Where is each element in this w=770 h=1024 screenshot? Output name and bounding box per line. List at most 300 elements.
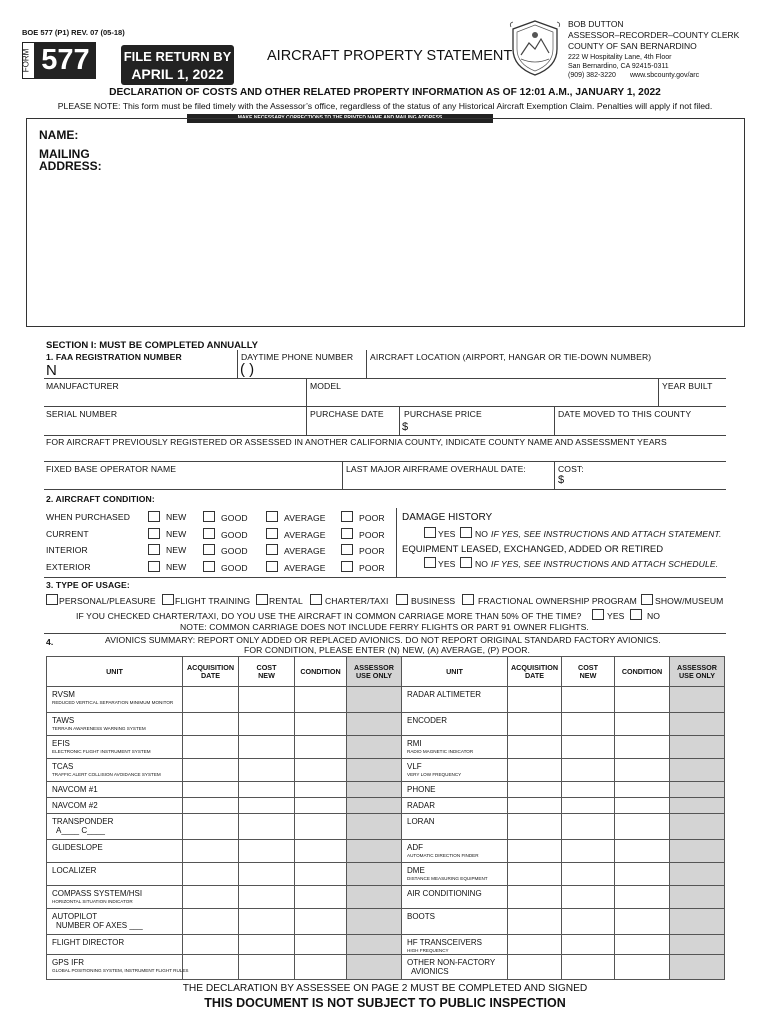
assessor-use-header	[347, 657, 402, 687]
unit-name: EFIS	[52, 739, 70, 748]
acquisition-date-cell[interactable]	[183, 782, 239, 798]
unit-cell-phone	[402, 782, 508, 798]
acquisition-date-cell[interactable]	[183, 687, 239, 713]
rule	[44, 378, 726, 379]
assessor-use-cell	[347, 954, 402, 979]
divider	[342, 461, 343, 489]
form-word-box	[22, 42, 35, 79]
option-poor: POOR	[359, 530, 385, 540]
unit-name: PHONE	[407, 785, 436, 794]
usage-rental-label: RENTAL	[269, 596, 303, 606]
unit-name: BOOTS	[407, 912, 436, 921]
condition-cell[interactable]	[615, 840, 670, 863]
faa-registration-label: 1. FAA REGISTRATION NUMBER	[46, 352, 182, 362]
assessor-city: San Bernardino, CA 92415-0311	[568, 63, 669, 70]
condition-cell[interactable]	[615, 863, 670, 886]
damage-note: IF YES, SEE INSTRUCTIONS AND ATTACH STATEMENT.	[491, 529, 722, 539]
assessor-use-cell	[347, 736, 402, 759]
condition-cell[interactable]	[295, 782, 347, 798]
equipment-no-label: NO	[475, 559, 489, 569]
address-label: ADDRESS:	[39, 159, 102, 173]
cost-new-cell[interactable]	[239, 713, 295, 736]
option-average: AVERAGE	[284, 546, 326, 556]
footer-declaration-note: THE DECLARATION BY ASSESSEE ON PAGE 2 MUST BE COMPLETED AND SIGNED	[182, 983, 588, 994]
cost-new-cell[interactable]	[562, 886, 615, 909]
file-return-box	[121, 45, 234, 85]
purchase-price-dollar[interactable]: $	[402, 421, 409, 433]
assessor-use-cell	[347, 840, 402, 863]
divider	[306, 378, 307, 406]
option-average: AVERAGE	[284, 513, 326, 523]
avionics-row	[47, 782, 725, 798]
avionics-row	[47, 736, 725, 759]
unit-name: NAVCOM #2	[52, 801, 98, 810]
unit-description: GLOBAL POSITIONING SYSTEM, INSTRUMENT FLIGHT RULES	[52, 967, 189, 973]
cost-new-cell[interactable]	[562, 782, 615, 798]
unit-name: COMPASS SYSTEM/HSI	[52, 889, 143, 898]
condition-cell[interactable]	[295, 840, 347, 863]
usage-charter-label: CHARTER/TAXI	[325, 596, 389, 606]
avionics-row	[47, 909, 725, 935]
unit-name: GPS IFR	[52, 957, 85, 967]
purchase-date-label: PURCHASE DATE	[310, 409, 384, 419]
usage-fractional-label: FRACTIONAL OWNERSHIP PROGRAM	[478, 596, 637, 606]
form-revision-code: BOE 577 (P1) REV. 07 (05-18)	[22, 28, 125, 37]
condition-cell[interactable]	[615, 909, 670, 935]
unit-name: RADAR	[407, 801, 436, 810]
condition-cell[interactable]	[615, 886, 670, 909]
interior-new-checkbox[interactable]	[148, 544, 160, 555]
acquisition-date-cell[interactable]	[183, 909, 239, 935]
assessor-phone: (909) 382-3220	[568, 72, 616, 79]
unit-description: RADIO MAGNETIC INDICATOR	[407, 749, 474, 754]
avionics-row	[47, 759, 725, 782]
manufacturer-label: MANUFACTURER	[46, 381, 119, 391]
exterior-poor-checkbox[interactable]	[341, 561, 353, 572]
when-purchased-good-checkbox[interactable]	[203, 511, 215, 522]
damage-no-label: NO	[475, 529, 489, 539]
purchase-price-label: PURCHASE PRICE	[404, 409, 482, 419]
assessor-use-cell	[670, 798, 725, 814]
unit-description: HIGH FREQUENCY	[407, 948, 449, 953]
equipment-no-checkbox[interactable]	[460, 557, 472, 568]
daytime-phone-label: DAYTIME PHONE NUMBER	[241, 352, 354, 362]
damage-yes-label: YES	[438, 529, 456, 539]
cost-new-cell[interactable]	[562, 713, 615, 736]
unit-description: TRAFFIC ALERT COLLISION AVOIDANCE SYSTEM	[52, 772, 161, 777]
assessor-use-cell	[670, 759, 725, 782]
overhaul-date-label: LAST MAJOR AIRFRAME OVERHAUL DATE:	[346, 464, 526, 474]
acquisition-date-cell[interactable]	[508, 814, 562, 840]
cost-new-cell[interactable]	[239, 687, 295, 713]
cost-new-cell[interactable]	[239, 840, 295, 863]
unit-cell-loran	[402, 814, 508, 840]
unit-name: AUTOPILOT	[52, 912, 98, 921]
cost-new-cell[interactable]	[239, 814, 295, 840]
usage-rental-checkbox[interactable]	[256, 594, 268, 605]
assessor-county: COUNTY OF SAN BERNARDINO	[568, 41, 697, 51]
assessor-header-line1: ASSESSOR	[354, 662, 394, 672]
acquisition-date-cell[interactable]	[508, 713, 562, 736]
name-address-box[interactable]	[26, 118, 745, 327]
usage-show-museum-checkbox[interactable]	[641, 594, 653, 605]
unit-name: RMI	[407, 739, 422, 748]
damage-no-checkbox[interactable]	[460, 527, 472, 538]
condition-cell[interactable]	[295, 909, 347, 935]
interior-good-checkbox[interactable]	[203, 544, 215, 555]
divider	[366, 350, 367, 378]
current-good-checkbox[interactable]	[203, 528, 215, 539]
charter-no-label: NO	[647, 611, 661, 621]
unit-name: DME	[407, 866, 425, 875]
unit-cell-other-non-factory	[402, 954, 508, 979]
cost-header-line2: NEW	[258, 670, 275, 680]
assessor-use-cell	[347, 713, 402, 736]
assessor-use-cell	[670, 840, 725, 863]
acquisition-date-cell[interactable]	[183, 863, 239, 886]
cost-new-cell[interactable]	[562, 814, 615, 840]
when-purchased-poor-checkbox[interactable]	[341, 511, 353, 522]
option-poor: POOR	[359, 513, 385, 523]
condition-row-when-purchased: WHEN PURCHASED	[46, 512, 131, 522]
cost-new-cell[interactable]	[562, 863, 615, 886]
acquisition-date-cell[interactable]	[183, 840, 239, 863]
avionics-row	[47, 935, 725, 955]
overhaul-cost-dollar[interactable]: $	[558, 474, 565, 486]
condition-cell[interactable]	[615, 687, 670, 713]
usage-business-label: BUSINESS	[411, 596, 456, 606]
avionics-row	[47, 713, 725, 736]
assessor-use-cell	[670, 863, 725, 886]
divider	[399, 406, 400, 435]
unit-name: TAWS	[52, 716, 75, 725]
fbo-name-label: FIXED BASE OPERATOR NAME	[46, 464, 177, 474]
usage-fractional-checkbox[interactable]	[462, 594, 474, 605]
cost-new-cell[interactable]	[562, 935, 615, 955]
form-word: FORM	[21, 48, 31, 73]
cost-header-line1: COST	[256, 662, 277, 672]
avionics-row	[47, 863, 725, 886]
option-new: NEW	[166, 545, 187, 555]
charter-yes-label: YES	[607, 611, 625, 621]
acquisition-date-cell[interactable]	[183, 814, 239, 840]
acquisition-date-cell[interactable]	[183, 798, 239, 814]
form-title: AIRCRAFT PROPERTY STATEMENT	[267, 48, 513, 64]
cost-new-header	[239, 657, 295, 687]
cost-new-cell[interactable]	[239, 909, 295, 935]
assessor-street: 222 W Hospitality Lane, 4th Floor	[568, 54, 672, 61]
unit-cell-tcas	[47, 759, 183, 782]
rule	[44, 577, 726, 578]
rule	[44, 489, 726, 490]
filing-notice: PLEASE NOTE: This form must be filed timely with the Assessor’s office, regardless of the status of any Historical Aircraft Exemption Claim. Penalties will apply if not filed.	[57, 101, 713, 111]
acquisition-date-cell[interactable]	[508, 935, 562, 955]
usage-charter-checkbox[interactable]	[310, 594, 322, 605]
assessor-use-cell	[670, 886, 725, 909]
condition-cell[interactable]	[295, 713, 347, 736]
acquisition-date-cell[interactable]	[508, 954, 562, 979]
cost-new-cell[interactable]	[562, 687, 615, 713]
unit-name: FLIGHT DIRECTOR	[52, 938, 125, 947]
unit-name: LOCALIZER	[52, 866, 97, 875]
exterior-good-checkbox[interactable]	[203, 561, 215, 572]
condition-cell[interactable]	[615, 736, 670, 759]
assessor-use-cell	[670, 782, 725, 798]
condition-cell[interactable]	[295, 954, 347, 979]
condition-cell[interactable]	[615, 814, 670, 840]
assessor-use-cell	[670, 909, 725, 935]
option-new: NEW	[166, 562, 187, 572]
previous-county-note: FOR AIRCRAFT PREVIOUSLY REGISTERED OR ASSESSED IN ANOTHER CALIFORNIA COUNTY, INDICATE COUNTY NAME AND ASSESSMENT YEARS	[46, 437, 667, 447]
charter-question: IF YOU CHECKED CHARTER/TAXI, DO YOU USE THE AIRCRAFT IN COMMON CARRIAGE MORE THAN 50% OF THE TIME?	[76, 611, 582, 621]
acquisition-date-cell[interactable]	[183, 713, 239, 736]
option-good: GOOD	[221, 513, 248, 523]
unit-name: HF TRANSCEIVERS	[407, 938, 482, 947]
condition-header: CONDITION	[295, 657, 347, 687]
condition-row-exterior: EXTERIOR	[46, 562, 91, 572]
condition-row-interior: INTERIOR	[46, 545, 88, 555]
current-poor-checkbox[interactable]	[341, 528, 353, 539]
when-purchased-average-checkbox[interactable]	[266, 511, 278, 522]
current-average-checkbox[interactable]	[266, 528, 278, 539]
cost-new-cell[interactable]	[562, 840, 615, 863]
condition-cell[interactable]	[615, 782, 670, 798]
assessor-use-cell	[347, 863, 402, 886]
unit-cell-rvsm	[47, 687, 183, 713]
acquisition-date-cell[interactable]	[508, 687, 562, 713]
unit-extra-line: A____ C____	[56, 826, 105, 835]
name-label: NAME:	[39, 128, 79, 142]
acquisition-date-cell[interactable]	[508, 759, 562, 782]
cost-new-header	[562, 657, 615, 687]
unit-cell-glideslope	[47, 840, 183, 863]
acquisition-date-cell[interactable]	[508, 909, 562, 935]
unit-name: AIR CONDITIONING	[407, 889, 482, 898]
condition-cell[interactable]	[615, 798, 670, 814]
acquisition-date-cell[interactable]	[508, 886, 562, 909]
assessor-website: www.sbcounty.gov/arc	[630, 72, 700, 79]
option-good: GOOD	[221, 530, 248, 540]
unit-description: VERY LOW FREQUENCY	[407, 772, 462, 777]
assessor-use-cell	[347, 798, 402, 814]
assessor-use-cell	[347, 909, 402, 935]
condition-row-current: CURRENT	[46, 529, 89, 539]
condition-cell[interactable]	[615, 954, 670, 979]
condition-cell[interactable]	[295, 886, 347, 909]
unit-name: NAVCOM #1	[52, 785, 98, 794]
cost-new-cell[interactable]	[562, 954, 615, 979]
avionics-row	[47, 886, 725, 909]
cost-new-cell[interactable]	[239, 798, 295, 814]
assessor-use-cell	[670, 935, 725, 955]
usage-business-checkbox[interactable]	[396, 594, 408, 605]
form-number: 577	[35, 42, 96, 79]
condition-title: 2. AIRCRAFT CONDITION:	[46, 494, 155, 504]
cost-new-cell[interactable]	[239, 782, 295, 798]
divider	[306, 406, 307, 435]
condition-cell[interactable]	[615, 759, 670, 782]
unit-description: TERRAIN AWARENESS WARNING SYSTEM	[52, 726, 146, 731]
equipment-yes-checkbox[interactable]	[424, 557, 436, 568]
unit-cell-navcom-1	[47, 782, 183, 798]
acquisition-date-cell[interactable]	[183, 935, 239, 955]
usage-personal-label: PERSONAL/PLEASURE	[59, 596, 156, 606]
cost-new-cell[interactable]	[562, 909, 615, 935]
unit-name: TRANSPONDER	[52, 817, 114, 826]
acquisition-header-line2: DATE	[524, 670, 545, 680]
unit-name: OTHER NON-FACTORY	[407, 957, 496, 967]
divider	[396, 508, 397, 578]
condition-cell[interactable]	[615, 713, 670, 736]
damage-yes-checkbox[interactable]	[424, 527, 436, 538]
avionics-body	[47, 687, 725, 980]
unit-name: TCAS	[52, 762, 74, 771]
divider	[554, 406, 555, 435]
acquisition-date-cell[interactable]	[508, 782, 562, 798]
unit-description: HORIZONTAL SITUATION INDICATOR	[52, 899, 133, 904]
usage-show-museum-label: SHOW/MUSEUM	[655, 596, 724, 606]
serial-number-label: SERIAL NUMBER	[46, 409, 118, 419]
avionics-row	[47, 687, 725, 713]
acquisition-date-cell[interactable]	[508, 798, 562, 814]
condition-cell[interactable]	[295, 759, 347, 782]
cost-new-cell[interactable]	[239, 935, 295, 955]
unit-name: LORAN	[407, 817, 435, 826]
acquisition-date-cell[interactable]	[508, 736, 562, 759]
rule	[44, 435, 726, 436]
acquisition-date-cell[interactable]	[508, 863, 562, 886]
unit-cell-autopilot	[47, 909, 183, 935]
acquisition-date-cell[interactable]	[183, 886, 239, 909]
current-new-checkbox[interactable]	[148, 528, 160, 539]
county-seal-icon	[509, 19, 561, 77]
unit-cell-efis	[47, 736, 183, 759]
condition-cell[interactable]	[295, 814, 347, 840]
rule	[44, 633, 726, 634]
option-good: GOOD	[221, 563, 248, 573]
unit-name: RVSM	[52, 690, 75, 699]
assessor-use-cell	[347, 886, 402, 909]
acquisition-date-cell[interactable]	[183, 954, 239, 979]
cost-new-cell[interactable]	[239, 736, 295, 759]
unit-cell-radar	[402, 798, 508, 814]
unit-name: RADAR ALTIMETER	[407, 690, 482, 699]
unit-cell-air-conditioning	[402, 886, 508, 909]
condition-cell[interactable]	[295, 798, 347, 814]
assessor-use-cell	[670, 687, 725, 713]
option-average: AVERAGE	[284, 530, 326, 540]
acquisition-date-header	[508, 657, 562, 687]
condition-cell[interactable]	[295, 935, 347, 955]
unit-description: ELECTRONIC FLIGHT INSTRUMENT SYSTEM	[52, 749, 151, 754]
charter-yes-checkbox[interactable]	[592, 609, 604, 620]
rule	[44, 461, 726, 462]
cost-new-cell[interactable]	[239, 954, 295, 979]
unit-description: AUTOMATIC DIRECTION FINDER	[407, 853, 479, 858]
assessor-name: BOB DUTTON	[568, 19, 624, 29]
condition-cell[interactable]	[295, 863, 347, 886]
when-purchased-new-checkbox[interactable]	[148, 511, 160, 522]
file-return-date: APRIL 1, 2022	[131, 66, 224, 82]
avionics-summary-line2: FOR CONDITION, PLEASE ENTER (N) NEW, (A) AVERAGE, (P) POOR.	[244, 645, 531, 655]
unit-name: ENCODER	[407, 716, 448, 725]
interior-poor-checkbox[interactable]	[341, 544, 353, 555]
aircraft-location-label: AIRCRAFT LOCATION (AIRPORT, HANGAR OR TIE-DOWN NUMBER)	[370, 352, 652, 362]
assessor-use-cell	[347, 782, 402, 798]
unit-description: DISTANCE MEASURING EQUIPMENT	[407, 876, 488, 881]
divider	[554, 461, 555, 489]
mailing-label: MAILING	[39, 147, 90, 161]
condition-cell[interactable]	[295, 736, 347, 759]
cost-new-cell[interactable]	[562, 736, 615, 759]
interior-average-checkbox[interactable]	[266, 544, 278, 555]
assessor-use-header	[670, 657, 725, 687]
condition-cell[interactable]	[295, 687, 347, 713]
unit-cell-vlf	[402, 759, 508, 782]
cost-new-cell[interactable]	[562, 798, 615, 814]
unit-description: REDUCED VERTICAL SEPARATION MINIMUM MONITOR	[52, 700, 174, 705]
option-poor: POOR	[359, 563, 385, 573]
unit-extra-line: NUMBER OF AXES ___	[56, 921, 143, 930]
unit-cell-dme	[402, 863, 508, 886]
exterior-average-checkbox[interactable]	[266, 561, 278, 572]
cost-header-line2: NEW	[579, 670, 597, 680]
equipment-yes-label: YES	[438, 559, 456, 569]
exterior-new-checkbox[interactable]	[148, 561, 160, 572]
charter-no-checkbox[interactable]	[630, 609, 642, 620]
acquisition-header-line1: ACQUISITION	[510, 662, 559, 672]
assessor-header-line1: ASSESSOR	[677, 662, 717, 672]
assessor-use-cell	[670, 814, 725, 840]
declaration-title: DECLARATION OF COSTS AND OTHER RELATED PROPERTY INFORMATION AS OF 12:01 A.M., JANUARY 1, 2022	[109, 87, 661, 98]
daytime-phone-field[interactable]: ( )	[240, 361, 255, 378]
avionics-row	[47, 954, 725, 979]
unit-cell-taws	[47, 713, 183, 736]
unit-cell-rmi	[402, 736, 508, 759]
option-good: GOOD	[221, 546, 248, 556]
avionics-header-row	[47, 657, 725, 687]
option-average: AVERAGE	[284, 563, 326, 573]
faa-n-prefix[interactable]: N	[46, 362, 57, 379]
unit-name: VLF	[407, 762, 422, 771]
condition-cell[interactable]	[615, 935, 670, 955]
cost-new-cell[interactable]	[562, 759, 615, 782]
cost-new-cell[interactable]	[239, 863, 295, 886]
acquisition-date-cell[interactable]	[183, 759, 239, 782]
avionics-number: 4.	[46, 637, 54, 647]
option-new: NEW	[166, 512, 187, 522]
unit-cell-transponder	[47, 814, 183, 840]
cost-new-cell[interactable]	[239, 886, 295, 909]
usage-personal-checkbox[interactable]	[46, 594, 58, 605]
avionics-row	[47, 840, 725, 863]
section1-title: SECTION I: MUST BE COMPLETED ANNUALLY	[46, 340, 258, 351]
unit-cell-navcom-2	[47, 798, 183, 814]
acquisition-date-cell[interactable]	[183, 736, 239, 759]
unit-cell-encoder	[402, 713, 508, 736]
acquisition-date-cell[interactable]	[508, 840, 562, 863]
unit-cell-flight-director	[47, 935, 183, 955]
cost-new-cell[interactable]	[239, 759, 295, 782]
assessor-office: ASSESSOR–RECORDER–COUNTY CLERK	[568, 30, 740, 40]
damage-history-label: DAMAGE HISTORY	[402, 512, 493, 523]
acquisition-header-line1: ACQUISITION	[186, 662, 235, 672]
assessor-header-line2: USE ONLY	[678, 670, 716, 680]
acquisition-header-line2: DATE	[200, 670, 221, 680]
usage-flight-training-label: FLIGHT TRAINING	[175, 596, 251, 606]
usage-flight-training-checkbox[interactable]	[162, 594, 174, 605]
avionics-row	[47, 814, 725, 840]
